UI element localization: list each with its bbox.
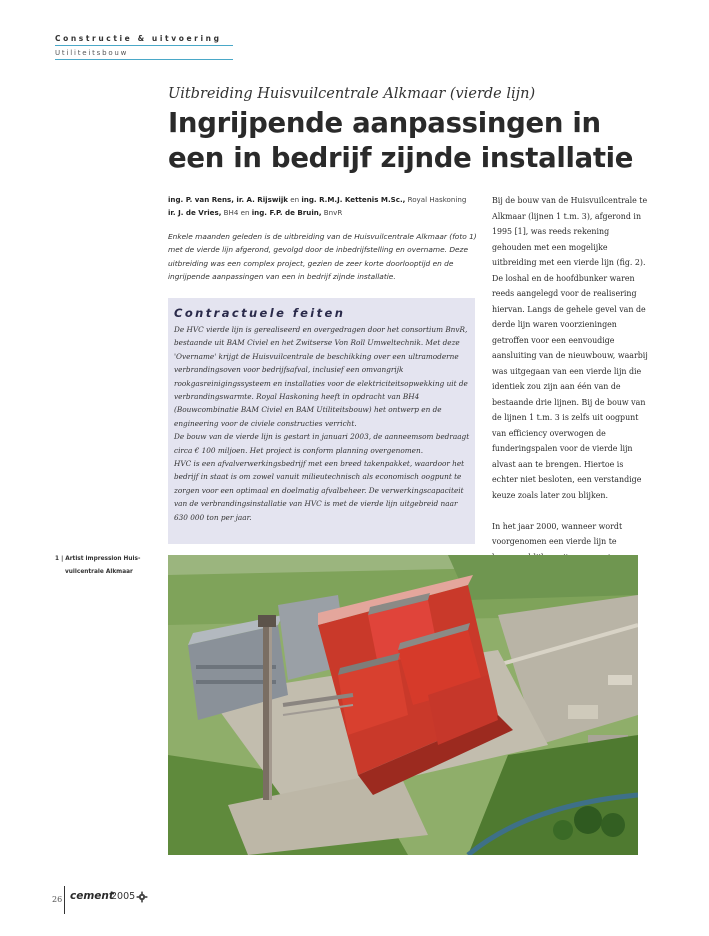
- body-column: [492, 193, 648, 565]
- title-line-1: Ingrijpende aanpassingen in: [168, 107, 601, 139]
- footer-divider: [64, 886, 65, 914]
- author-org-1: Royal Haskoning: [405, 195, 467, 204]
- figure-number: 1: [55, 556, 60, 562]
- title-line-2: een in bedrijf zijnde installatie: [168, 142, 634, 174]
- author-org-3: BnvR: [321, 208, 343, 217]
- body-paragraph-1: Bij de bouw van de Huisvuilcentrale te Alkmaar (lijnen 1 t.m. 3), afgerond in 1995 [1], was reeds rekening gehouden met een mogelijke uitbreiding met een vierde lijn (fig. 2). De loshal en de hoofdbunker waren reeds aangelegd voor de realisering hiervan. Langs de gehele gevel van de derde lijn waren voorzieningen getroffen voor een eenvoudige aansluiting van de nieuwbouw, waarbij was uitgegaan van een vierde lijn die identiek zou zijn aan één van de bestaande drie lijnen. Bij de bouw van de lijnen 1 t.m. 3 is zelfs uit oogpunt van efficiency overwogen de funderingspalen voor de vierde lijn alvast aan te brengen. Hiertoe is echter niet besloten, een verstandige keuze zoals later zou blijken.: [492, 196, 648, 500]
- body-paragraph-2: In het jaar 2000, wanneer wordt voorgenomen een vierde lijn te: [492, 521, 623, 546]
- figure-caption-line-1: Artist impression Huis-: [65, 556, 141, 562]
- header-divider-top: [55, 45, 233, 46]
- author-names-3: ir. J. de Vries,: [168, 208, 222, 217]
- header-divider-bottom: [55, 59, 233, 60]
- subsection-label: Utiliteitsbouw: [55, 49, 129, 57]
- author-names-1: ing. P. van Rens, ir. A. Rijswijk: [168, 195, 288, 204]
- page-number: 26: [52, 895, 63, 904]
- author-org-2: BH4 en: [221, 208, 252, 217]
- facts-paragraph-3: HVC is een afvalverwerkingsbedrijf met een breed takenpakket, waardoor het bedrijf in staat is om zowel vanuit milieutechnisch als economisch oogpunt te zorgen voor een optimaal en doelmatig afvalbeheer. De verwerkingscapaciteit van de verbrandingsinstallatie van HVC is met de vierde lijn uitgebreid naar 630 000 ton per jaar.: [174, 459, 465, 522]
- article-title: [168, 106, 648, 176]
- author-names-2: ing. R.M.J. Kettenis M.Sc.,: [301, 195, 406, 204]
- author-conj: en: [287, 195, 302, 204]
- figure-sep: |: [59, 556, 66, 562]
- figure-caption: [55, 553, 160, 579]
- facts-paragraph-1: De HVC vierde lijn is gerealiseerd en overgedragen door het consortium BnvR, bestaande uit BAM Civiel en het Zwitserse Von Roll Umweltechnik. Met deze 'Overname' krijgt de Huisvuilcentrale de beschikking over een ultramoderne verbrandingsoven voor bedrijfsafval, inclusief een omvangrijk rookgasreinigingssysteem en installaties voor de elektriciteitsopwekking uit de verbrandingswarmte. Royal Haskoning heeft in opdracht van BH4 (Bouwcombinatie BAM Civiel en BAM Utiliteitsbouw) het ontwerp en de engineering voor de civiele constructies verricht.: [174, 325, 468, 428]
- article-intro: Enkele maanden geleden is de uitbreiding van de Huisvuilcentrale Alkmaar (foto 1) met de vierde lijn afgerond, gevolgd door de inbedrijfstelling en overname. Deze uitbreiding was een complex project, gezien de zeer korte doorlooptijd en de ingrijpende aanpassingen van een in bedrijf zijnde installatie.: [168, 232, 477, 281]
- article-authors: [168, 193, 480, 219]
- gear-icon: [136, 891, 148, 903]
- figure-caption-line-2: vuilcentrale Alkmaar: [65, 569, 133, 575]
- section-label: Constructie & uitvoering: [55, 34, 222, 43]
- author-names-4: ing. F.P. de Bruin,: [251, 208, 322, 217]
- article-kicker: Uitbreiding Huisvuilcentrale Alkmaar (vierde lijn): [168, 86, 536, 102]
- magazine-year: 2005: [111, 891, 136, 902]
- facts-paragraph-2: De bouw van de vierde lijn is gestart in januari 2003, de aanneemsom bedraagt circa € 100 miljoen. Het project is conform planning overgenomen.: [174, 432, 470, 455]
- magazine-name: cement: [70, 890, 114, 902]
- facts-box-body: [174, 323, 472, 524]
- plant-aerial-photo: [168, 555, 638, 855]
- facts-box-title: Contractuele feiten: [174, 306, 346, 320]
